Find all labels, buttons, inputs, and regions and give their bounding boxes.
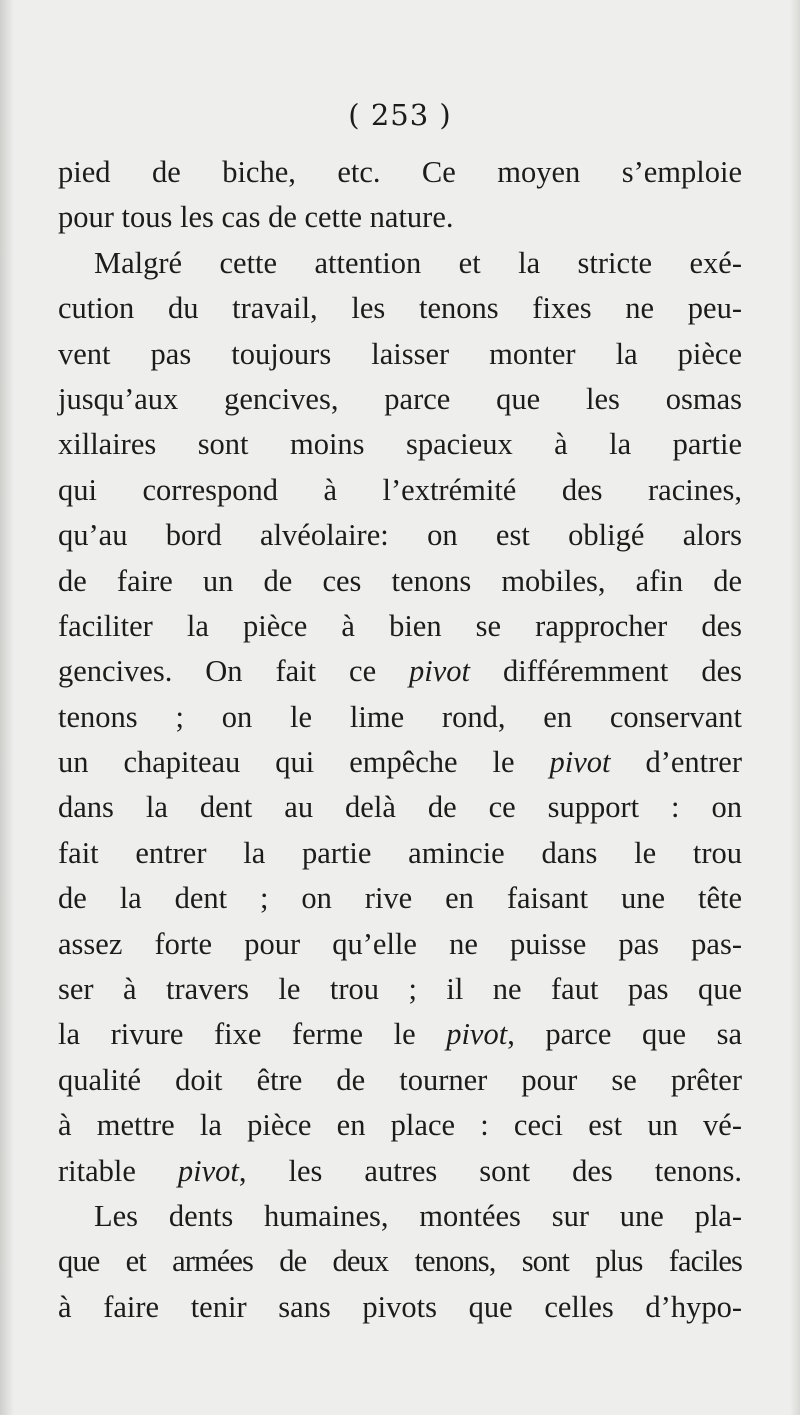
text-line: ser à travers le trou ; il ne faut pas que — [58, 972, 742, 1007]
text-line: qualité doit être de tourner pour se prêter — [58, 1062, 742, 1097]
text-line: à faire tenir sans pivots que celles d’hypo- — [58, 1289, 742, 1324]
text-line: dans la dent au delà de ce support : on — [58, 790, 742, 825]
paragraph-start-line: Les dents humaines, montées sur une pla- — [94, 1198, 742, 1233]
text-line: que et armées de deux tenons, sont plus faciles — [58, 1244, 742, 1279]
text-line: faciliter la pièce à bien se rapprocher des — [58, 608, 742, 643]
text-line: de la dent ; on rive en faisant une tête — [58, 881, 742, 916]
page-edge-right — [790, 0, 800, 1415]
italic-term: pivot — [549, 745, 611, 780]
text-line: jusqu’aux gencives, parce que les osmas — [58, 381, 742, 416]
page-number: ( 253 ) — [348, 98, 452, 132]
text-line: qu’au bord alvéolaire: on est obligé alors — [58, 518, 742, 553]
paragraph-start-line: Malgré cette attention et la stricte exé- — [94, 245, 742, 280]
italic-term: pivot — [409, 654, 471, 689]
text-line: à mettre la pièce en place : ceci est un vé- — [58, 1108, 742, 1143]
text-line: la rivure fixe ferme le pivot, parce que sa — [58, 1017, 742, 1052]
text-line: vent pas toujours laisser monter la pièce — [58, 336, 742, 371]
text-line: gencives. On fait ce pivot différemment des — [58, 654, 742, 689]
italic-term: pivot — [177, 1153, 239, 1188]
text-line: fait entrer la partie amincie dans le trou — [58, 835, 742, 870]
italic-term: pivot — [446, 1017, 508, 1052]
page-edge-left — [0, 0, 14, 1415]
text-line: ritable pivot, les autres sont des tenons. — [58, 1153, 742, 1188]
text-line: de faire un de ces tenons mobiles, afin de — [58, 563, 742, 598]
text-line: pour tous les cas de cette nature. — [58, 200, 454, 235]
text-line: cution du travail, les tenons fixes ne peu- — [58, 291, 742, 326]
text-line: assez forte pour qu’elle ne puisse pas pas- — [58, 926, 742, 961]
text-line: tenons ; on le lime rond, en conservant — [58, 699, 742, 734]
text-line: pied de biche, etc. Ce moyen s’emploie — [58, 155, 742, 189]
text-line: qui correspond à l’extrémité des racines, — [58, 472, 742, 507]
body-text — [58, 150, 742, 1330]
text-line: un chapiteau qui empêche le pivot d’entrer — [58, 745, 742, 780]
text-line: xillaires sont moins spacieux à la partie — [58, 427, 742, 462]
